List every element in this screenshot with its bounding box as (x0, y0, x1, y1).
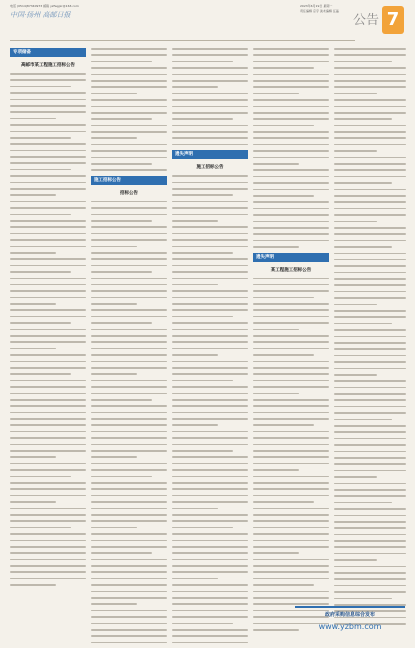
article-title: 高邮市某工程施工招标公告 (21, 63, 75, 68)
article-body (253, 278, 329, 631)
column-5 (334, 48, 406, 630)
article-body (253, 48, 329, 248)
column-4 (253, 48, 329, 635)
article-body (91, 48, 167, 171)
page-title: 公告 (353, 13, 380, 28)
article-title: 施工招标公告 (196, 165, 224, 171)
masthead-contact: 电话 (0514)87340973 邮箱 yzfwgjxr@163.com (10, 4, 79, 8)
column-3 (172, 48, 248, 648)
masthead-date: 2023年6月19日 星期一 (300, 4, 333, 8)
article-body (172, 48, 248, 145)
article-body (172, 175, 248, 648)
footer-title: 政府采购信息综合发布 (324, 612, 375, 618)
footer-url[interactable]: www.yzbm.com (318, 622, 382, 631)
section-header-notice: 遗失声明 (172, 150, 248, 159)
page-number-badge: 7 (382, 6, 404, 34)
section-header-procurement: 专项储备 (10, 48, 86, 57)
article-title: 招标公告 (120, 190, 138, 196)
article-body (10, 73, 86, 586)
article-title: 某工程施工招标公告 (270, 267, 312, 273)
footer-banner (295, 606, 405, 642)
masthead-logo: 中国·扬州 高邮日报 (10, 11, 71, 19)
masthead-editors: 责任编辑 宗宇 美术编辑 汪晶 (300, 9, 339, 13)
section-header-tender: 施工招标公告 (91, 176, 167, 185)
masthead-divider (10, 40, 355, 41)
column-2 (91, 48, 167, 648)
masthead (0, 0, 415, 44)
article-body (91, 201, 167, 648)
column-1 (10, 48, 86, 591)
section-header-notice-2: 遗失声明 (253, 253, 329, 262)
article-body (334, 48, 406, 625)
